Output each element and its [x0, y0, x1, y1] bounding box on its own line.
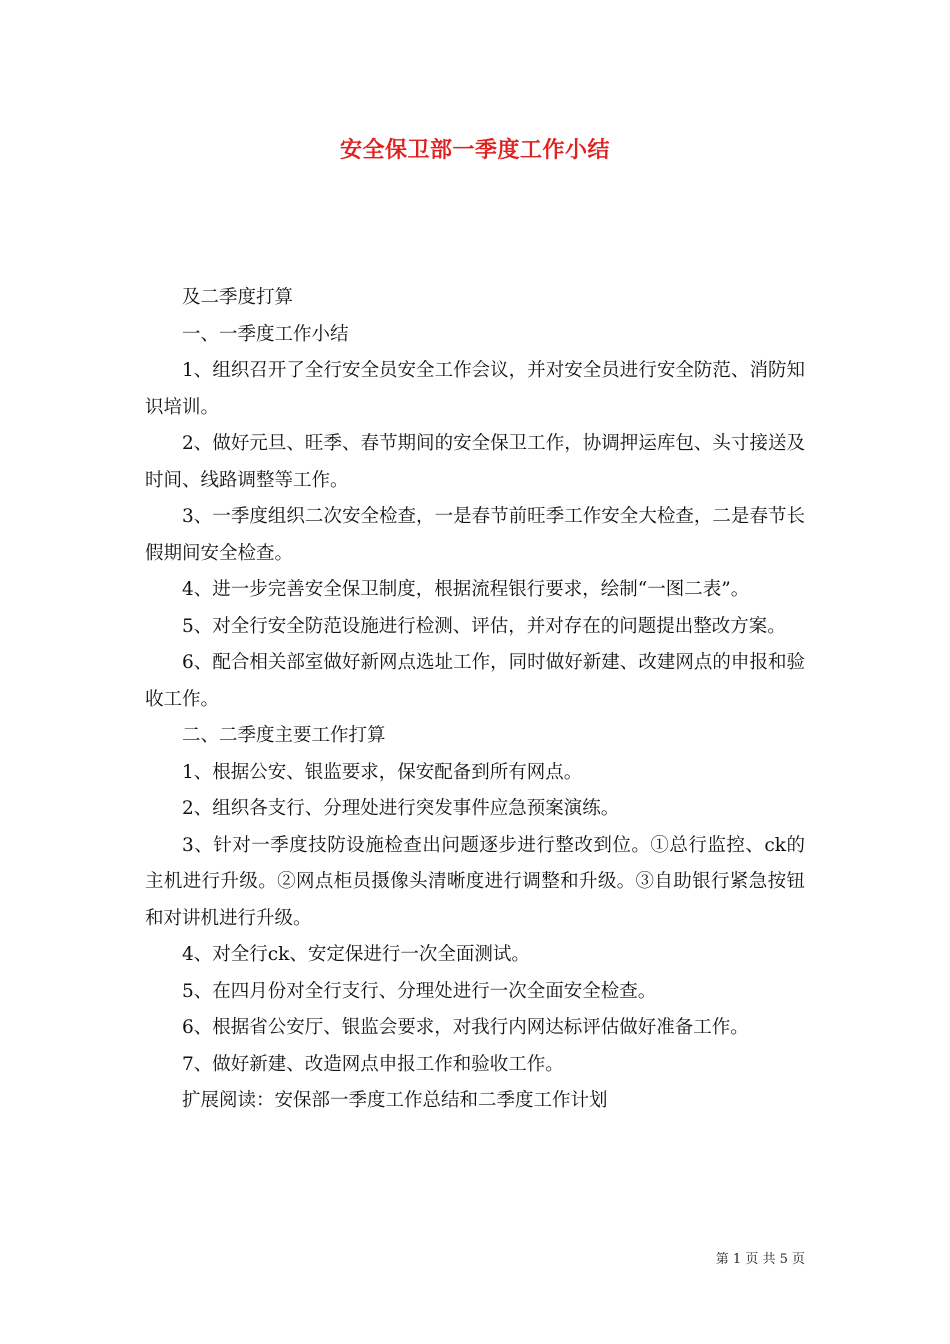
paragraph: 5、在四月份对全行支行、分理处进行一次全面安全检查。 [182, 980, 657, 1002]
section-heading: 一、一季度工作小结 [182, 323, 349, 345]
paragraph: 2、做好元旦、旺季、春节期间的安全保卫工作，协调押运库包、头寸接送及时间、线路调整等工作。 [145, 433, 805, 491]
paragraph: 6、根据省公安厅、银监会要求，对我行内网达标评估做好准备工作。 [182, 1017, 749, 1038]
paragraph: 1、组织召开了全行安全员安全工作会议，并对安全员进行安全防范、消防知识培训。 [145, 360, 805, 418]
paragraph: 3、一季度组织二次安全检查，一是春节前旺季工作安全大检查，二是春节长假期间安全检查。 [145, 506, 805, 564]
paragraph: 4、进一步完善安全保卫制度，根据流程银行要求，绘制“一图二表”。 [182, 579, 750, 600]
section-heading: 二、二季度主要工作打算 [182, 725, 386, 746]
paragraph: 4、对全行ck、安定保进行一次全面测试。 [182, 944, 530, 965]
paragraph: 扩展阅读：安保部一季度工作总结和二季度工作计划 [182, 1090, 608, 1111]
page-number-footer: 第 1 页 共 5 页 [715, 1252, 805, 1267]
paragraph: 3、针对一季度技防设施检查出问题逐步进行整改到位。①总行监控、ck的主机进行升级。②网点柜员摄像头清晰度进行调整和升级。③自助银行紧急按钮和对讲机进行升级。 [145, 834, 805, 929]
paragraph: 5、对全行安全防范设施进行检测、评估，并对存在的问题提出整改方案。 [182, 615, 786, 637]
paragraph: 7、做好新建、改造网点申报工作和验收工作。 [182, 1053, 564, 1075]
paragraph: 及二季度打算 [182, 287, 294, 308]
document-body [145, 280, 805, 1120]
paragraph: 2、组织各支行、分理处进行突发事件应急预案演练。 [182, 798, 620, 819]
paragraph: 6、配合相关部室做好新网点选址工作，同时做好新建、改建网点的申报和验收工作。 [145, 652, 805, 710]
paragraph: 1、根据公安、银监要求，保安配备到所有网点。 [182, 761, 583, 783]
document-title: 安全保卫部一季度工作小结 [339, 137, 610, 163]
